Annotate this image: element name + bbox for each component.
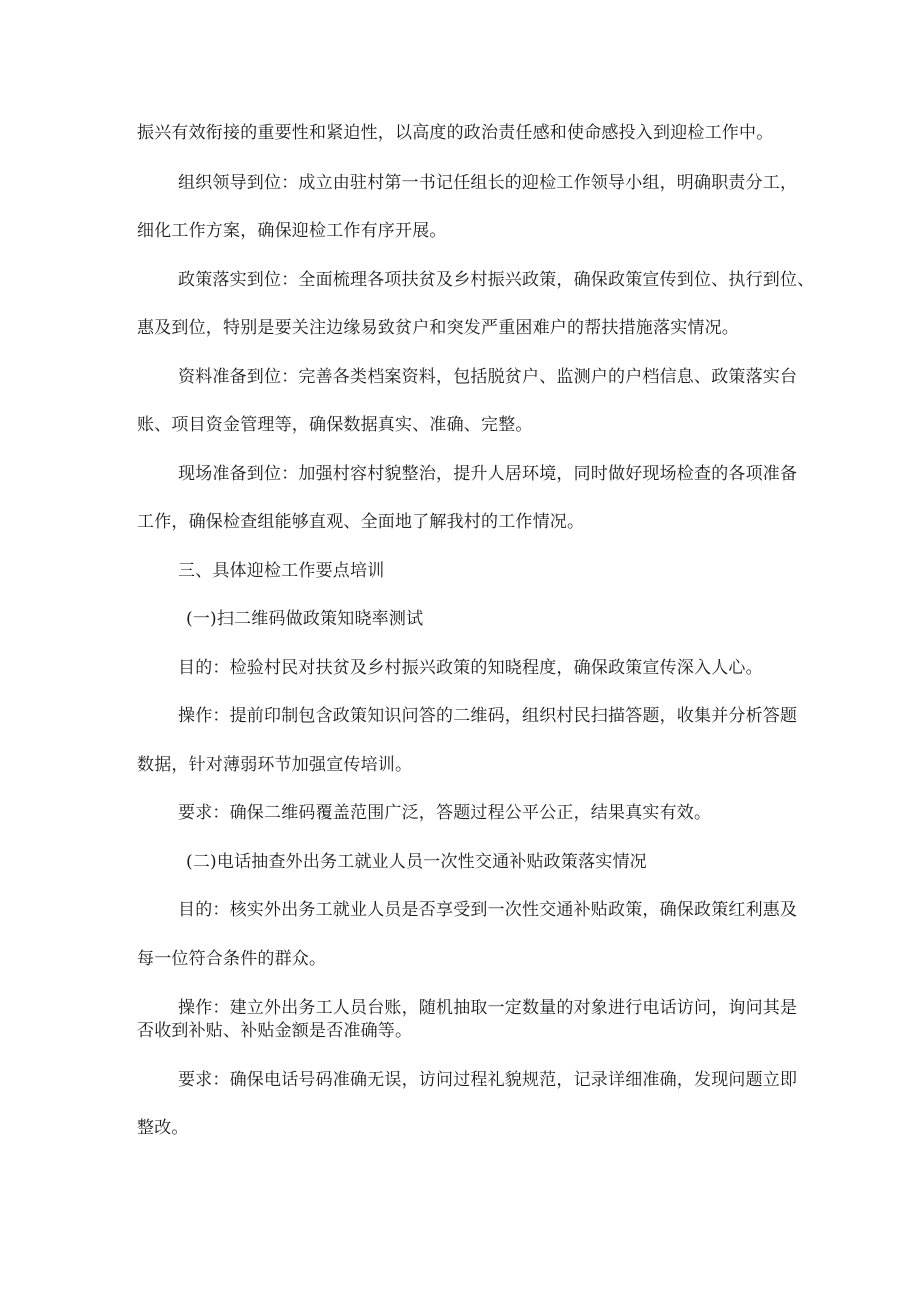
paragraph-line: 资料准备到位：完善各类档案资料，包括脱贫户、监测户的户档信息、政策落实台: [178, 367, 798, 387]
paragraph-line: 振兴有效衔接的重要性和紧迫性，以高度的政治责任感和使命感投入到迎检工作中。: [137, 123, 774, 143]
paragraph-line: 政策落实到位：全面梳理各项扶贫及乡村振兴政策，确保政策宣传到位、执行到位、: [178, 270, 815, 290]
paragraph-line: 每一位符合条件的群众。: [137, 949, 327, 969]
paragraph-line: 要求：确保二维码覆盖范围广泛，答题过程公平公正，结果真实有效。: [178, 803, 712, 823]
paragraph-line: 要求：确保电话号码准确无误，访问过程礼貌规范，记录详细准确，发现问题立即: [178, 1070, 798, 1090]
paragraph-line: 整改。: [137, 1118, 189, 1138]
subsection-heading: (二)电话抽查外出务工就业人员一次性交通补贴政策落实情况: [186, 852, 647, 872]
paragraph-line: 工作，确保检查组能够直观、全面地了解我村的工作情况。: [137, 512, 585, 532]
subsection-heading: (一)扫二维码做政策知晓率测试: [186, 609, 424, 629]
paragraph-line: 目的：检验村民对扶贫及乡村振兴政策的知晓程度，确保政策宣传深入人心。: [178, 658, 763, 678]
paragraph-line: 操作：提前印制包含政策知识问答的二维码，组织村民扫描答题，收集并分析答题: [178, 706, 798, 726]
section-heading: 三、具体迎检工作要点培训: [178, 561, 385, 581]
paragraph-line: 组织领导到位：成立由驻村第一书记任组长的迎检工作领导小组，明确职责分工，: [178, 173, 798, 193]
paragraph-line: 操作：建立外出务工人员台账，随机抽取一定数量的对象进行电话访问，询问其是: [178, 998, 798, 1018]
paragraph-line: 惠及到位，特别是要关注边缘易致贫户和突发严重困难户的帮扶措施落实情况。: [137, 318, 739, 338]
paragraph-line: 账、项目资金管理等，确保数据真实、准确、完整。: [137, 415, 533, 435]
paragraph-line: 否收到补贴、补贴金额是否准确等。: [137, 1021, 413, 1041]
paragraph-line: 目的：核实外出务工就业人员是否享受到一次性交通补贴政策，确保政策红利惠及: [178, 900, 798, 920]
paragraph-line: 数据，针对薄弱环节加强宣传培训。: [137, 755, 413, 775]
paragraph-line: 现场准备到位：加强村容村貌整治，提升人居环境，同时做好现场检查的各项准备: [178, 464, 798, 484]
paragraph-line: 细化工作方案，确保迎检工作有序开展。: [137, 221, 447, 241]
